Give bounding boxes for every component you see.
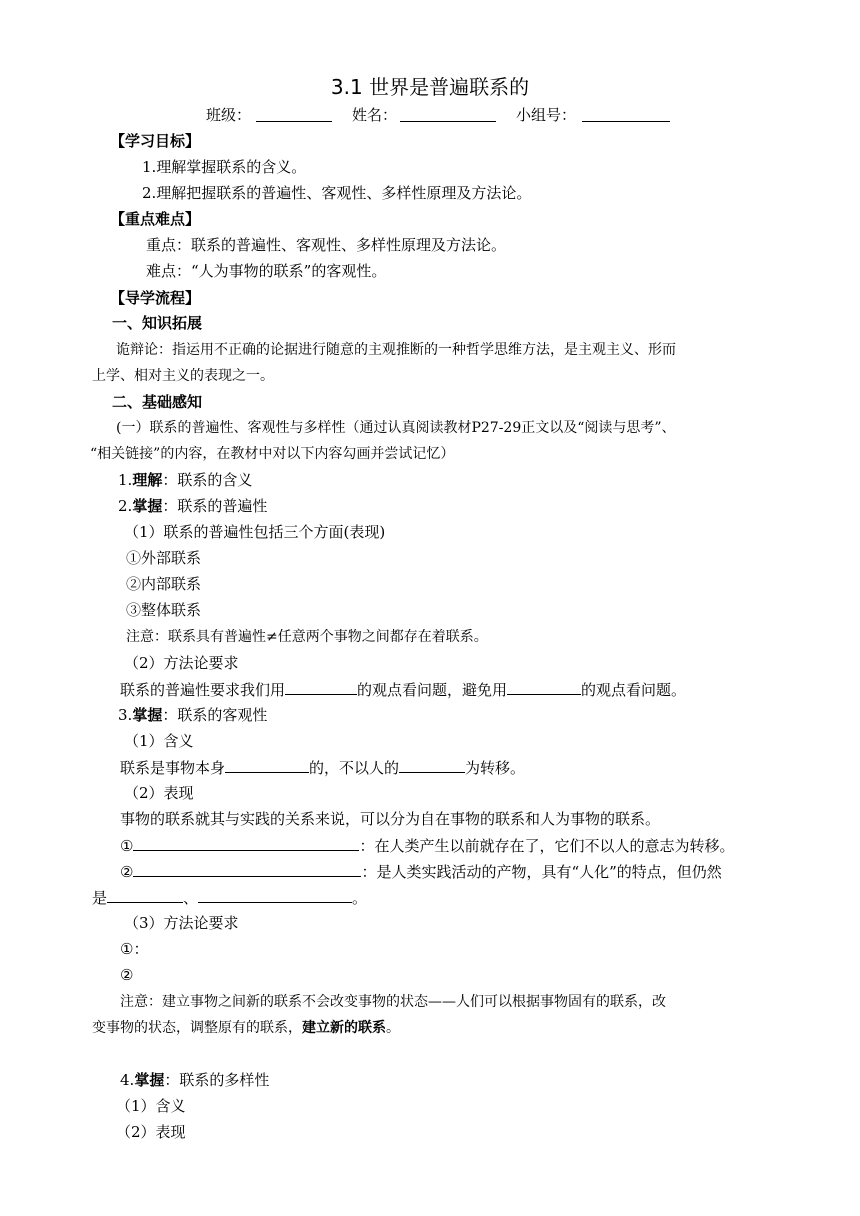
point3-item2-cont: 是 、 。 — [92, 889, 368, 907]
point3-note: 注意：建立事物之间新的联系不会改变事物的状态——人们可以根据事物固有的联系，改 — [120, 994, 666, 1010]
answer-blank[interactable] — [198, 887, 352, 903]
point3-method2: ② — [120, 966, 134, 984]
answer-blank[interactable] — [107, 887, 183, 903]
name-blank[interactable] — [400, 106, 496, 122]
name-label: 姓名： — [352, 106, 398, 124]
point4-line: 4.掌握：联系的多样性 — [120, 1071, 270, 1089]
answer-blank[interactable] — [133, 835, 359, 851]
answer-blank[interactable] — [399, 757, 465, 773]
group-blank[interactable] — [582, 106, 670, 122]
point3-item1: ① ：在人类产生以前就存在了，它们不以人的意志为转移。 — [120, 837, 735, 855]
goal-item: 1.理解掌握联系的含义。 — [142, 158, 307, 176]
answer-blank[interactable] — [507, 679, 581, 695]
point2-method: 联系的普遍性要求我们用 的观点看问题，避免用 的观点看问题。 — [120, 681, 687, 699]
section2-intro-cont: “相关链接”的内容，在教材中对以下内容勾画并尝试记忆） — [90, 446, 455, 462]
point4-sub2: （2）表现 — [116, 1123, 186, 1141]
difficult-point: 难点：“人为事物的联系”的客观性。 — [146, 262, 387, 280]
point3-sub2: （2）表现 — [124, 784, 194, 802]
list-item: ②内部联系 — [126, 575, 202, 593]
point3-sub3: （3）方法论要求 — [124, 914, 239, 932]
goals-heading: 【学习目标】 — [110, 132, 201, 150]
section2-intro: (一）联系的普遍性、客观性与多样性（通过认真阅读教材P27-29正文以及“阅读与思考”、 — [116, 420, 676, 436]
keypoints-heading: 【重点难点】 — [110, 210, 201, 228]
key-point: 重点：联系的普遍性、客观性、多样性原理及方法论。 — [146, 236, 507, 254]
point3-meaning: 联系是事物本身 的，不以人的 为转移。 — [120, 759, 526, 777]
point3-note-cont: 变事物的状态，调整原有的联系，建立新的联系。 — [92, 1020, 400, 1036]
class-label: 班级： — [206, 106, 252, 124]
list-item: ③整体联系 — [126, 601, 202, 619]
list-item: ①外部联系 — [126, 549, 202, 567]
group-label: 小组号： — [516, 106, 577, 124]
goal-item: 2.理解把握联系的普遍性、客观性、多样性原理及方法论。 — [142, 184, 532, 202]
answer-blank[interactable] — [133, 861, 361, 877]
section2-heading: 二、基础感知 — [112, 393, 203, 411]
point3-line: 3.掌握：联系的客观性 — [118, 706, 268, 724]
answer-blank[interactable] — [285, 679, 357, 695]
point3-sub1: （1）含义 — [124, 732, 194, 750]
page-title: 3.1 世界是普遍联系的 — [330, 75, 530, 99]
point2-sub1: （1）联系的普遍性包括三个方面(表现) — [124, 523, 386, 541]
point3-item2: ② ：是人类实践活动的产物，具有“人化”的特点，但仍然 — [120, 863, 722, 881]
class-blank[interactable] — [256, 106, 332, 122]
point3-show: 事物的联系就其与实践的关系来说，可以分为自在事物的联系和人为事物的联系。 — [120, 810, 661, 828]
point1-line: 1.理解：联系的含义 — [118, 471, 253, 489]
point2-note: 注意：联系具有普遍性≠任意两个事物之间都存在着联系。 — [126, 629, 488, 645]
flow-heading: 【导学流程】 — [110, 289, 201, 307]
point3-method1: ①： — [120, 940, 149, 958]
section1-heading: 一、知识拓展 — [112, 314, 203, 332]
point2-sub2: （2）方法论要求 — [124, 654, 239, 672]
answer-blank[interactable] — [225, 757, 309, 773]
section1-text-cont: 上学、相对主义的表现之一。 — [92, 368, 274, 384]
point4-sub1: （1）含义 — [116, 1097, 186, 1115]
section1-text: 诡辩论：指运用不正确的论据进行随意的主观推断的一种哲学思维方法，是主观主义、形而 — [116, 342, 676, 358]
point2-line: 2.掌握：联系的普遍性 — [118, 497, 268, 515]
